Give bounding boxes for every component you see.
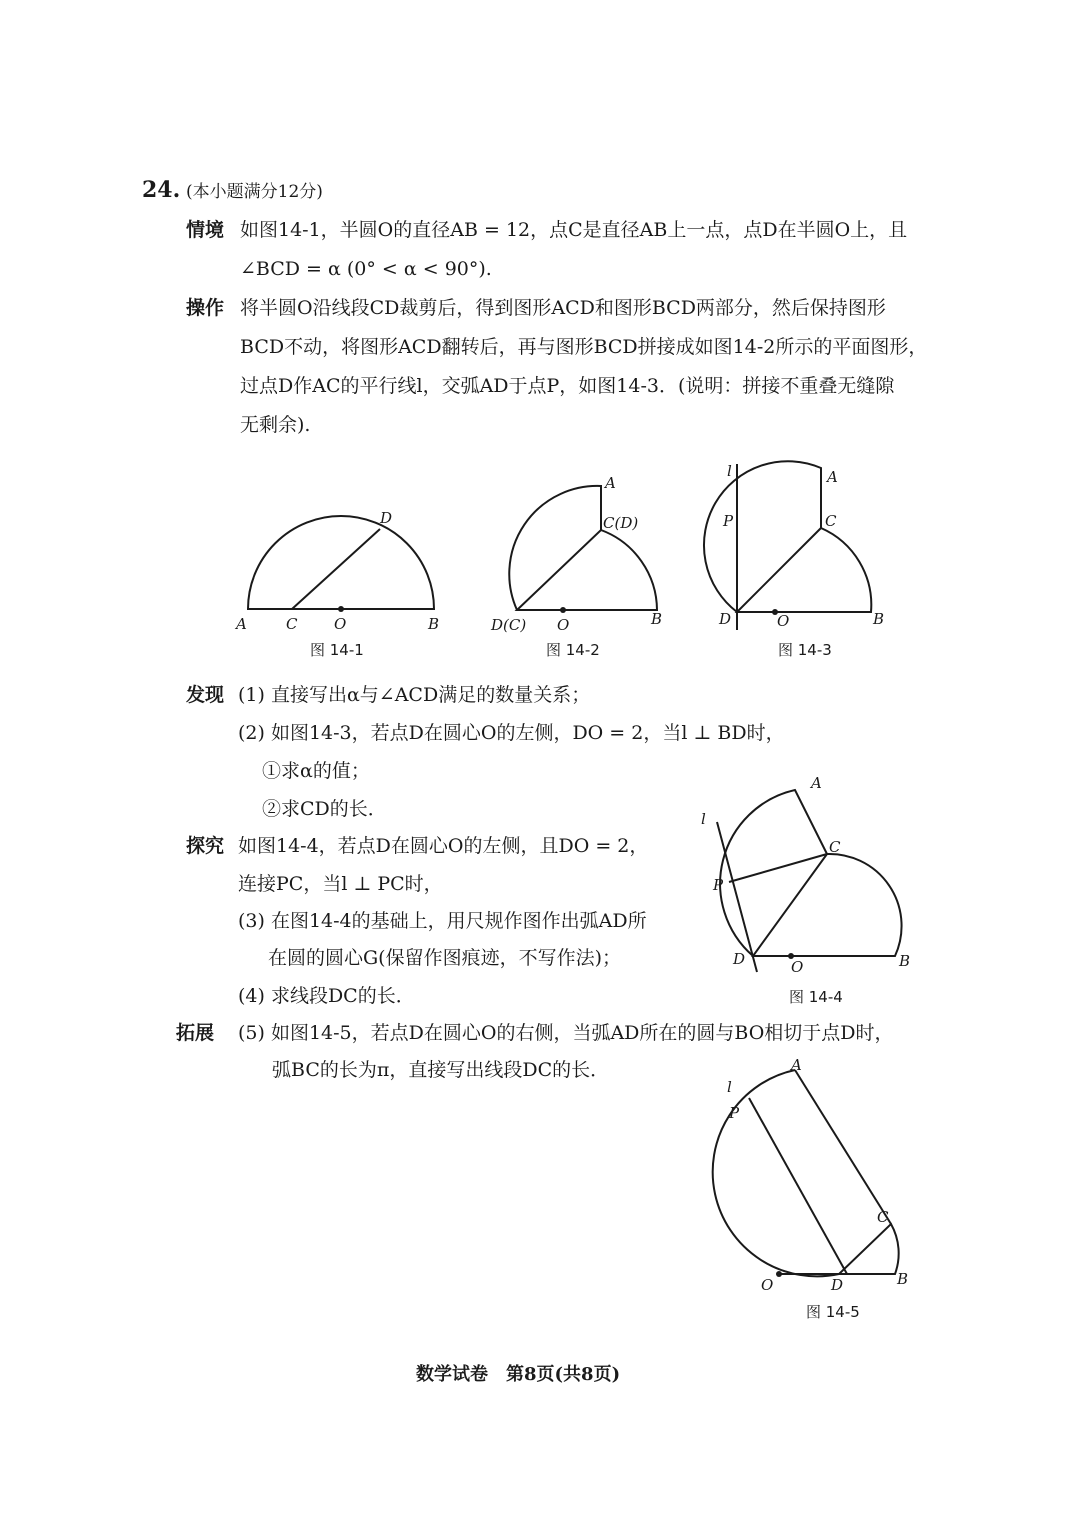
label-p: P — [713, 876, 724, 894]
situation-label: 情境 — [186, 219, 225, 241]
figure-14-4 — [695, 768, 915, 978]
label-b: B — [873, 610, 885, 628]
explore-line-2: 连接PC，当l ⊥ PC时， — [238, 873, 443, 895]
label-a: A — [827, 468, 838, 486]
operation-line-2: BCD不动，将图形ACD翻转后，再与图形BCD拼接成如图14-2所示的平面图形， — [240, 336, 928, 358]
question-1: (1) 直接写出α与∠ACD满足的数量关系； — [238, 684, 591, 706]
caption-14-5: 图 14-5 — [806, 1303, 860, 1321]
label-b: B — [428, 615, 440, 633]
label-l: l — [727, 1078, 732, 1096]
label-a: A — [236, 615, 247, 633]
question-number: 24. — [142, 177, 181, 203]
center-point — [776, 1271, 782, 1277]
label-l: l — [701, 810, 706, 828]
label-b: B — [899, 952, 911, 970]
label-c: C — [286, 615, 298, 633]
label-o: O — [777, 612, 790, 630]
label-c: C — [877, 1208, 889, 1226]
figure-14-2 — [485, 468, 675, 638]
label-o: O — [791, 958, 804, 976]
situation-line-1: 如图14-1，半圆O的直径AB = 12，点C是直径AB上一点，点D在半圆O上，且 — [240, 219, 908, 241]
label-p: P — [723, 512, 734, 530]
question-5b: 弧BC的长为π，直接写出线段DC的长． — [272, 1059, 610, 1081]
page-footer: 数学试卷 第8页(共8页) — [416, 1364, 621, 1385]
label-o: O — [334, 615, 347, 633]
label-d: D — [831, 1276, 844, 1294]
figure-14-5 — [725, 1058, 935, 1298]
label-dc: D(C) — [491, 616, 527, 634]
label-a: A — [605, 474, 616, 492]
label-cd: C(D) — [603, 514, 639, 532]
discover-label: 发现 — [186, 684, 225, 706]
center-point — [560, 607, 566, 613]
question-3a: (3) 在图14-4的基础上，用尺规作图作出弧AD所 — [238, 910, 647, 932]
label-a: A — [791, 1056, 802, 1074]
figure-14-3 — [705, 460, 895, 640]
explore-label: 探究 — [186, 835, 225, 857]
label-a: A — [811, 774, 822, 792]
caption-14-3: 图 14-3 — [778, 641, 832, 659]
label-b: B — [897, 1270, 909, 1288]
label-p: P — [729, 1104, 740, 1122]
label-l: l — [727, 462, 732, 480]
label-d: D — [719, 610, 732, 628]
extend-label: 拓展 — [176, 1022, 215, 1044]
operation-line-3: 过点D作AC的平行线l，交弧AD于点P，如图14-3．(说明：拼接不重叠无缝隙 — [240, 375, 895, 397]
caption-14-2: 图 14-2 — [546, 641, 600, 659]
question-4: (4) 求线段DC的长． — [238, 985, 415, 1007]
question-2b: ②求CD的长． — [262, 798, 387, 820]
center-point — [338, 606, 344, 612]
label-b: B — [651, 610, 663, 628]
label-d: D — [733, 950, 746, 968]
label-c: C — [825, 512, 837, 530]
question-2: (2) 如图14-3，若点D在圆心O的左侧，DO = 2，当l ⊥ BD时， — [238, 722, 785, 744]
label-o: O — [761, 1276, 774, 1294]
caption-14-1: 图 14-1 — [310, 641, 364, 659]
caption-14-4: 图 14-4 — [789, 988, 843, 1006]
operation-line-1: 将半圆O沿线段CD裁剪后，得到图形ACD和图形BCD两部分，然后保持图形 — [240, 297, 886, 319]
explore-line-1: 如图14-4，若点D在圆心O的左侧，且DO = 2， — [238, 835, 649, 857]
question-3b: 在圆的圆心G(保留作图痕迹，不写作法)； — [268, 947, 622, 969]
operation-line-4: 无剩余). — [240, 414, 311, 436]
label-c: C — [829, 838, 841, 856]
operation-label: 操作 — [186, 297, 225, 319]
score-note: (本小题满分12分) — [186, 182, 323, 202]
situation-line-2: ∠BCD = α (0° < α < 90°). — [240, 258, 492, 280]
question-5a: (5) 如图14-5，若点D在圆心O的右侧，当弧AD所在的圆与BO相切于点D时， — [238, 1022, 894, 1044]
label-o: O — [557, 616, 570, 634]
label-d: D — [380, 509, 393, 527]
question-2a: ①求α的值； — [262, 760, 370, 782]
